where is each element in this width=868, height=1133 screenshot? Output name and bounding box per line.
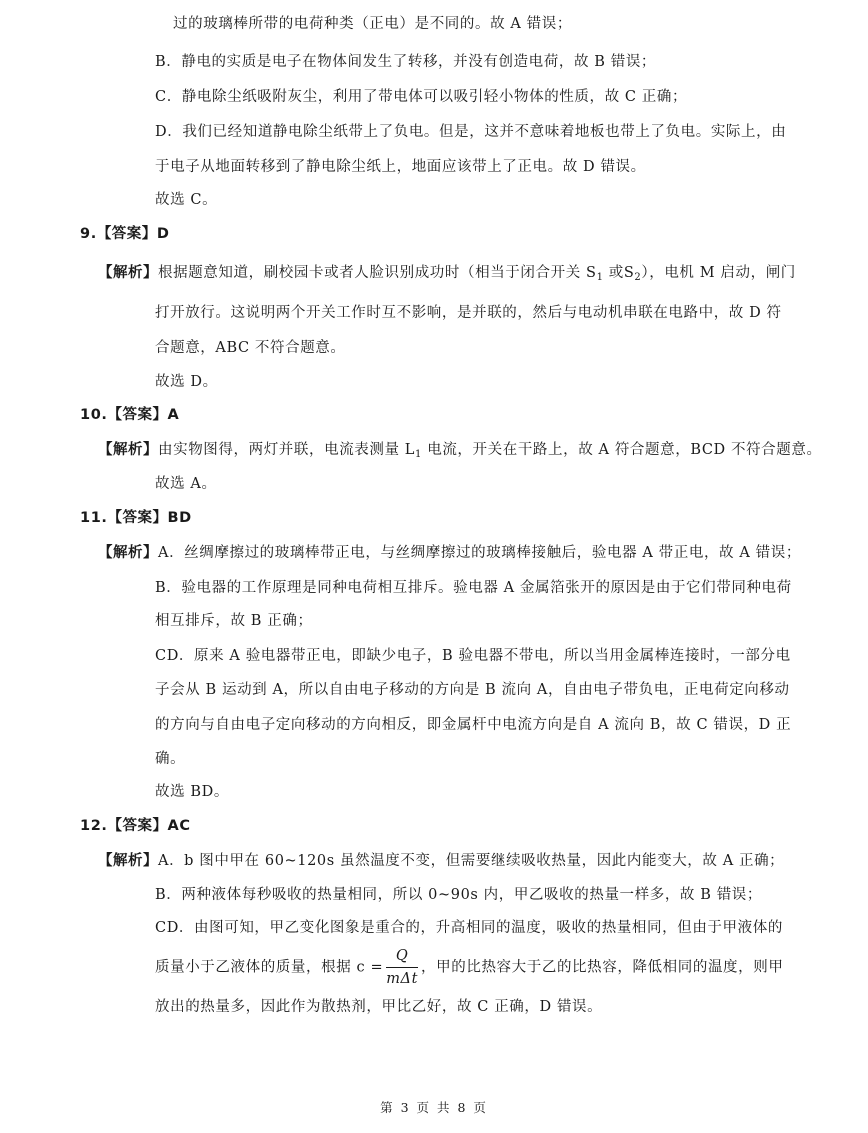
text-line: 的方向与自由电子定向移动的方向相反，即金属杆中电流方向是自 A 流向 B，故 C 错误，D 正 <box>155 717 792 733</box>
text-line: 故选 A。 <box>155 476 217 492</box>
analysis-line <box>98 543 801 563</box>
analysis-tag: 【解析】 <box>98 545 158 561</box>
text-line: 放出的热量多，因此作为散热剂，甲比乙好，故 C 正确，D 错误。 <box>155 999 603 1015</box>
text-line: C．静电除尘纸吸附灰尘，利用了带电体可以吸引轻小物体的性质，故 C 正确； <box>155 89 688 105</box>
text-line: 于电子从地面转移到了静电除尘纸上，地面应该带上了正电。故 D 错误。 <box>155 159 646 175</box>
answer-tag: 【答案】 <box>107 818 168 834</box>
text-line: 相互排斥，故 B 正确； <box>155 613 313 629</box>
answer-heading <box>80 405 179 425</box>
switch-symbol: $S_2$ <box>623 265 642 283</box>
text-segment: A．丝绸摩擦过的玻璃棒带正电，与丝绸摩擦过的玻璃棒接触后，验电器 A 带正电，故 A 错误； <box>158 545 801 561</box>
analysis-tag: 【解析】 <box>98 265 158 281</box>
question-number: 11. <box>80 510 108 526</box>
answer-tag: 【答案】 <box>96 226 157 242</box>
text-line: 故选 BD。 <box>155 784 229 800</box>
question-number: 10. <box>80 407 108 423</box>
switch-symbol: $S_1$ <box>586 265 604 283</box>
answer-tag: 【答案】 <box>107 407 168 423</box>
text-segment: ），电机 M 启动，闸门 <box>641 265 796 281</box>
answer-heading <box>80 508 192 528</box>
question-number: 12. <box>80 818 108 834</box>
text-segment: 电流，开关在干路上，故 A 符合题意，BCD 不符合题意。 <box>422 442 822 458</box>
question-number: 9. <box>80 226 97 242</box>
answer-value: D <box>156 226 170 242</box>
text-line: 过的玻璃棒所带的电荷种类（正电）是不同的。故 A 错误； <box>173 16 572 32</box>
text-line: 合题意，ABC 不符合题意。 <box>155 340 346 356</box>
text-segment: 由实物图得，两灯并联，电流表测量 L <box>158 442 416 458</box>
text-line: 子会从 B 运动到 A，所以自由电子移动的方向是 B 流向 A，自由电子带负电，正电荷定向移动 <box>155 682 790 698</box>
analysis-line <box>98 851 784 871</box>
analysis-line <box>98 440 822 465</box>
text-line: 故选 C。 <box>155 192 218 208</box>
page-footer: 第 3 页 共 8 页 <box>380 1100 488 1115</box>
answer-value: A <box>167 407 180 423</box>
answer-value: AC <box>167 818 191 834</box>
text-line: B．验电器的工作原理是同种电荷相互排斥。验电器 A 金属箔张开的原因是由于它们带同种电荷 <box>155 580 792 596</box>
text-line: 故选 D。 <box>155 374 218 390</box>
analysis-line <box>98 263 796 288</box>
subscript: 1 <box>415 449 423 460</box>
text-line: 确。 <box>155 751 186 767</box>
specific-heat-formula: $\frac{Q}{\text{mΔt}}$ <box>386 948 419 987</box>
text-line: B．两种液体每秒吸收的热量相同，所以 0~90s 内，甲乙吸收的热量一样多，故 B 错误； <box>155 887 763 903</box>
answer-tag: 【答案】 <box>107 510 168 526</box>
text-segment: ，甲的比热容大于乙的比热容，降低相同的温度，则甲 <box>421 959 784 976</box>
text-line: CD．原来 A 验电器带正电，即缺少电子，B 验电器不带电，所以当用金属棒连接时，一部分电 <box>155 648 791 664</box>
text-segment: A．b 图中甲在 60~120s 虽然温度不变，但需要继续吸收热量，因此内能变大，故 A 正确； <box>158 853 785 869</box>
answer-heading <box>80 816 191 836</box>
analysis-tag: 【解析】 <box>98 853 158 869</box>
text-segment: 根据题意知道，刷校园卡或者人脸识别成功时（相当于闭合开关 <box>158 265 581 281</box>
formula-line <box>155 947 783 988</box>
text-line: D．我们已经知道静电除尘纸带上了负电。但是，这并不意味着地板也带上了负电。实际上，由 <box>155 124 787 140</box>
text-line: B．静电的实质是电子在物体间发生了转移，并没有创造电荷，故 B 错误； <box>155 54 657 70</box>
text-segment: 质量小于乙液体的质量，根据 c = <box>155 959 384 976</box>
text-line: 打开放行。这说明两个开关工作时互不影响，是并联的，然后与电动机串联在电路中，故 D 符 <box>155 305 782 321</box>
analysis-tag: 【解析】 <box>98 442 158 458</box>
text-line: CD．由图可知，甲乙变化图象是重合的，升高相同的温度，吸收的热量相同，但由于甲液体的 <box>155 920 783 936</box>
text-segment: 或 <box>603 265 624 281</box>
answer-heading <box>80 224 169 244</box>
answer-value: BD <box>167 510 192 526</box>
